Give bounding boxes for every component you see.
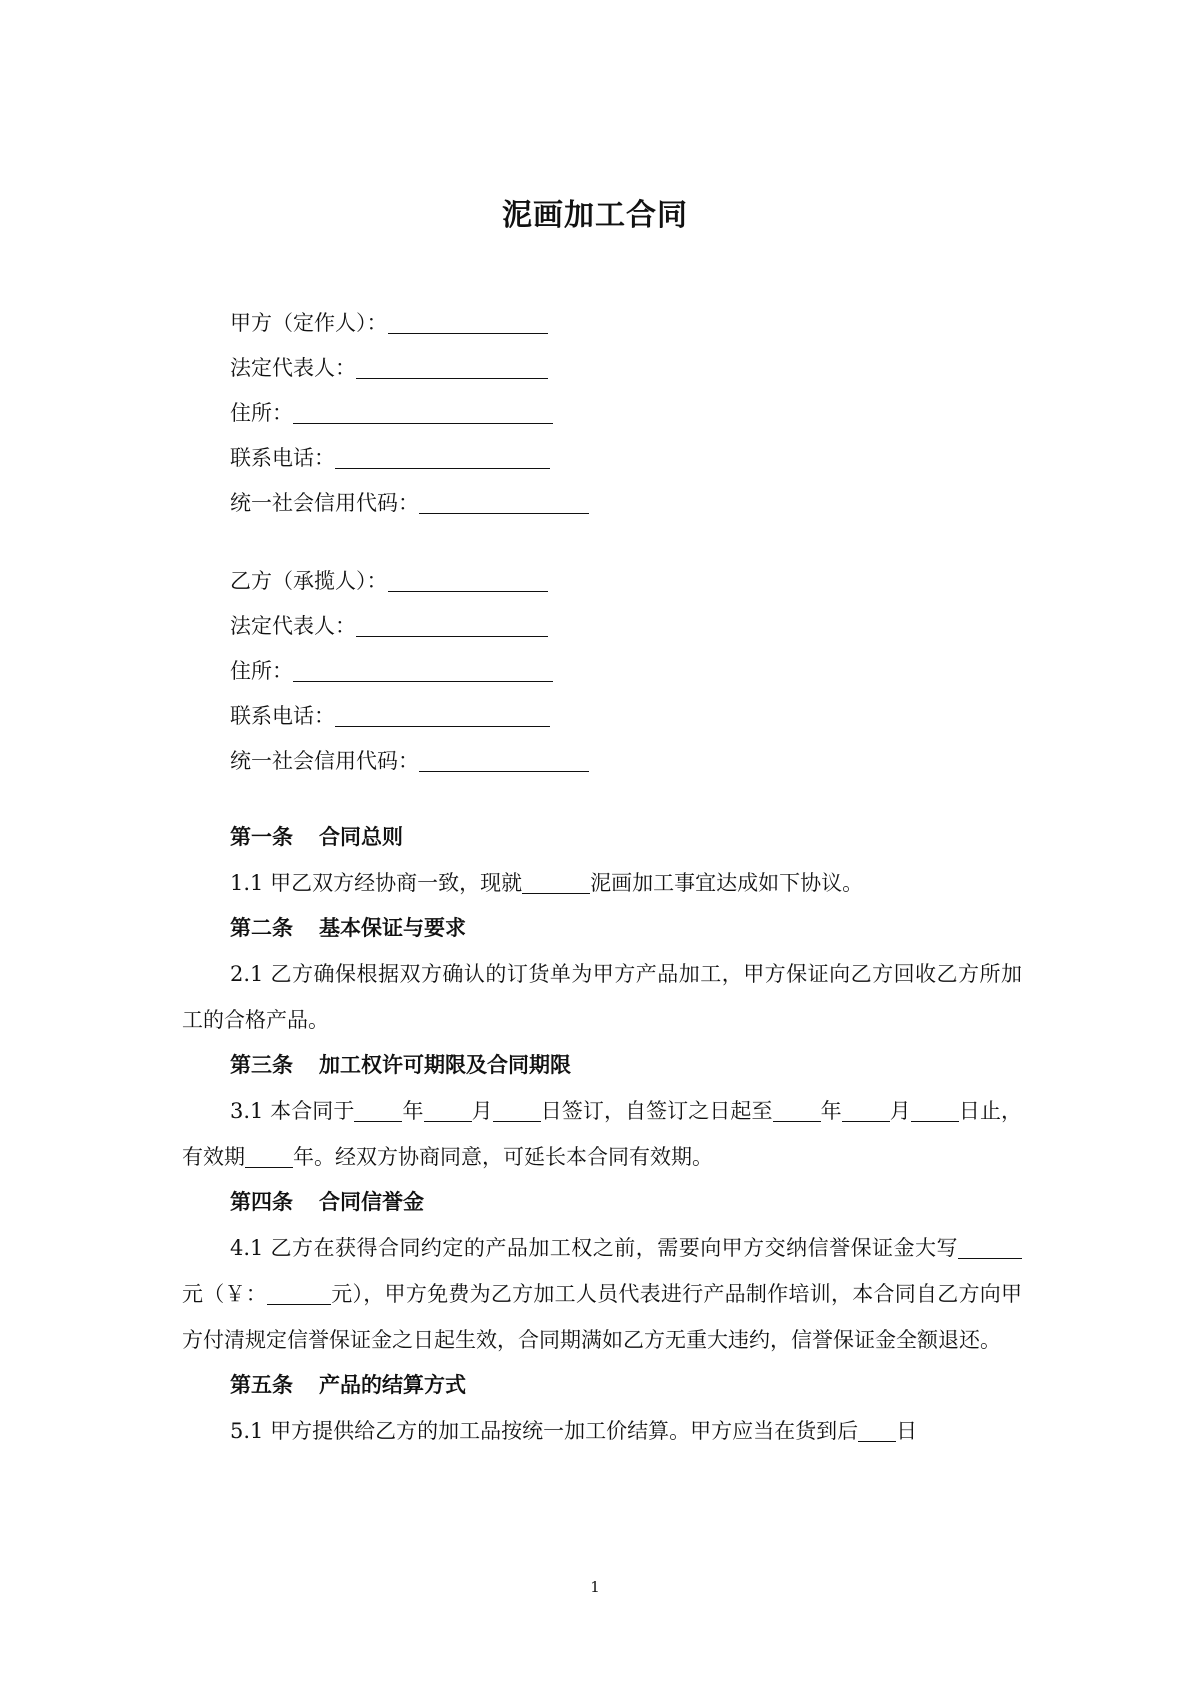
article-5-paragraph <box>182 1408 1022 1454</box>
article-3-text-b: 年 <box>402 1099 424 1123</box>
validity-years-blank[interactable] <box>245 1143 293 1168</box>
party-a-phone-blank[interactable] <box>335 442 550 469</box>
article-3-text-c: 月 <box>471 1099 493 1123</box>
party-a-address-row <box>230 391 589 436</box>
article-2-number: 第二条 <box>230 916 293 940</box>
end-day-blank[interactable] <box>911 1097 959 1122</box>
party-b-name-label: 乙方（承揽人）： <box>230 569 388 593</box>
article-3-text-f: 月 <box>889 1099 911 1123</box>
party-a-block <box>230 301 589 526</box>
end-month-blank[interactable] <box>842 1097 890 1122</box>
party-b-block <box>230 559 589 784</box>
article-5-number: 第五条 <box>230 1373 293 1397</box>
party-b-address-label: 住所： <box>230 659 293 683</box>
article-1-number: 第一条 <box>230 825 293 849</box>
article-1-heading <box>182 815 1022 860</box>
article-3-text-d: 日签订，自签订之日起至 <box>540 1099 773 1123</box>
article-3-heading <box>182 1043 1022 1088</box>
party-a-phone-row <box>230 436 589 481</box>
page-number: 1 <box>590 1578 600 1596</box>
party-b-credit-blank[interactable] <box>419 745 589 772</box>
article-2-heading <box>182 906 1022 951</box>
article-3-text-g: 日止，有效期 <box>182 1099 1023 1169</box>
contract-body <box>182 815 1022 1454</box>
article-4-text-a: 4.1 乙方在获得合同约定的产品加工权之前，需要向甲方交纳信誉保证金大写 <box>230 1236 958 1260</box>
article-4-paragraph <box>182 1225 1022 1363</box>
article-4-heading <box>182 1180 1022 1225</box>
article-3-paragraph <box>182 1088 1022 1180</box>
article-1-title: 合同总则 <box>319 825 403 849</box>
party-b-phone-blank[interactable] <box>335 700 550 727</box>
article-4-number: 第四条 <box>230 1190 293 1214</box>
article-4-text-b: 元（￥： <box>182 1282 268 1306</box>
article-4-title: 合同信誉金 <box>319 1190 424 1214</box>
article-3-title: 加工权许可期限及合同期限 <box>319 1053 571 1077</box>
party-b-phone-label: 联系电话： <box>230 704 335 728</box>
article-3-text-a: 3.1 本合同于 <box>230 1099 355 1123</box>
party-a-credit-row <box>230 481 589 526</box>
article-5-heading <box>182 1363 1022 1408</box>
article-3-text-h: 年。经双方协商同意，可延长本合同有效期。 <box>293 1145 713 1169</box>
end-year-blank[interactable] <box>773 1097 821 1122</box>
party-a-name-blank[interactable] <box>388 307 548 334</box>
article-4-text-c: 元），甲方免费为乙方加工人员代表进行产品制作培训，本合同自乙方向甲方付清规定信誉保证金之日起生效，合同期满如乙方无重大违约，信誉保证金全额退还。 <box>182 1282 1023 1352</box>
party-a-credit-blank[interactable] <box>419 487 589 514</box>
sign-day-blank[interactable] <box>493 1097 541 1122</box>
article-2-paragraph: 2.1 乙方确保根据双方确认的订货单为甲方产品加工，甲方保证向乙方回收乙方所加工的合格产品。 <box>182 962 1022 1032</box>
article-5-text-a: 5.1 甲方提供给乙方的加工品按统一加工价结算。甲方应当在货到后 <box>230 1419 859 1443</box>
article-3-text-e: 年 <box>820 1099 842 1123</box>
page-title: 泥画加工合同 <box>502 198 688 233</box>
party-b-name-row <box>230 559 589 604</box>
party-a-name-label: 甲方（定作人）： <box>230 311 388 335</box>
deposit-amount-blank[interactable] <box>267 1280 331 1305</box>
article-3-number: 第三条 <box>230 1053 293 1077</box>
party-a-phone-label: 联系电话： <box>230 446 335 470</box>
article-1-text-b: 泥画加工事宜达成如下协议。 <box>590 871 864 895</box>
party-b-credit-label: 统一社会信用代码： <box>230 749 419 773</box>
party-b-name-blank[interactable] <box>388 565 548 592</box>
party-a-name-row <box>230 301 589 346</box>
sign-month-blank[interactable] <box>424 1097 472 1122</box>
article-1-paragraph <box>182 860 1022 906</box>
party-b-rep-row <box>230 604 589 649</box>
party-b-credit-row <box>230 739 589 784</box>
party-b-address-blank[interactable] <box>293 655 553 682</box>
party-b-phone-row <box>230 694 589 739</box>
deposit-words-blank[interactable] <box>958 1234 1022 1259</box>
sign-year-blank[interactable] <box>354 1097 402 1122</box>
party-a-address-blank[interactable] <box>293 397 553 424</box>
settlement-days-blank[interactable] <box>858 1417 896 1442</box>
party-b-rep-label: 法定代表人： <box>230 614 356 638</box>
article-2-title: 基本保证与要求 <box>319 916 466 940</box>
party-a-address-label: 住所： <box>230 401 293 425</box>
article-1-text-a: 1.1 甲乙双方经协商一致，现就 <box>230 871 523 895</box>
party-a-rep-label: 法定代表人： <box>230 356 356 380</box>
product-blank[interactable] <box>522 869 590 894</box>
party-b-address-row <box>230 649 589 694</box>
party-b-rep-blank[interactable] <box>356 610 548 637</box>
party-a-credit-label: 统一社会信用代码： <box>230 491 419 515</box>
article-5-text-b: 日 <box>896 1419 918 1443</box>
party-a-rep-blank[interactable] <box>356 352 548 379</box>
article-5-title: 产品的结算方式 <box>319 1373 466 1397</box>
party-a-rep-row <box>230 346 589 391</box>
